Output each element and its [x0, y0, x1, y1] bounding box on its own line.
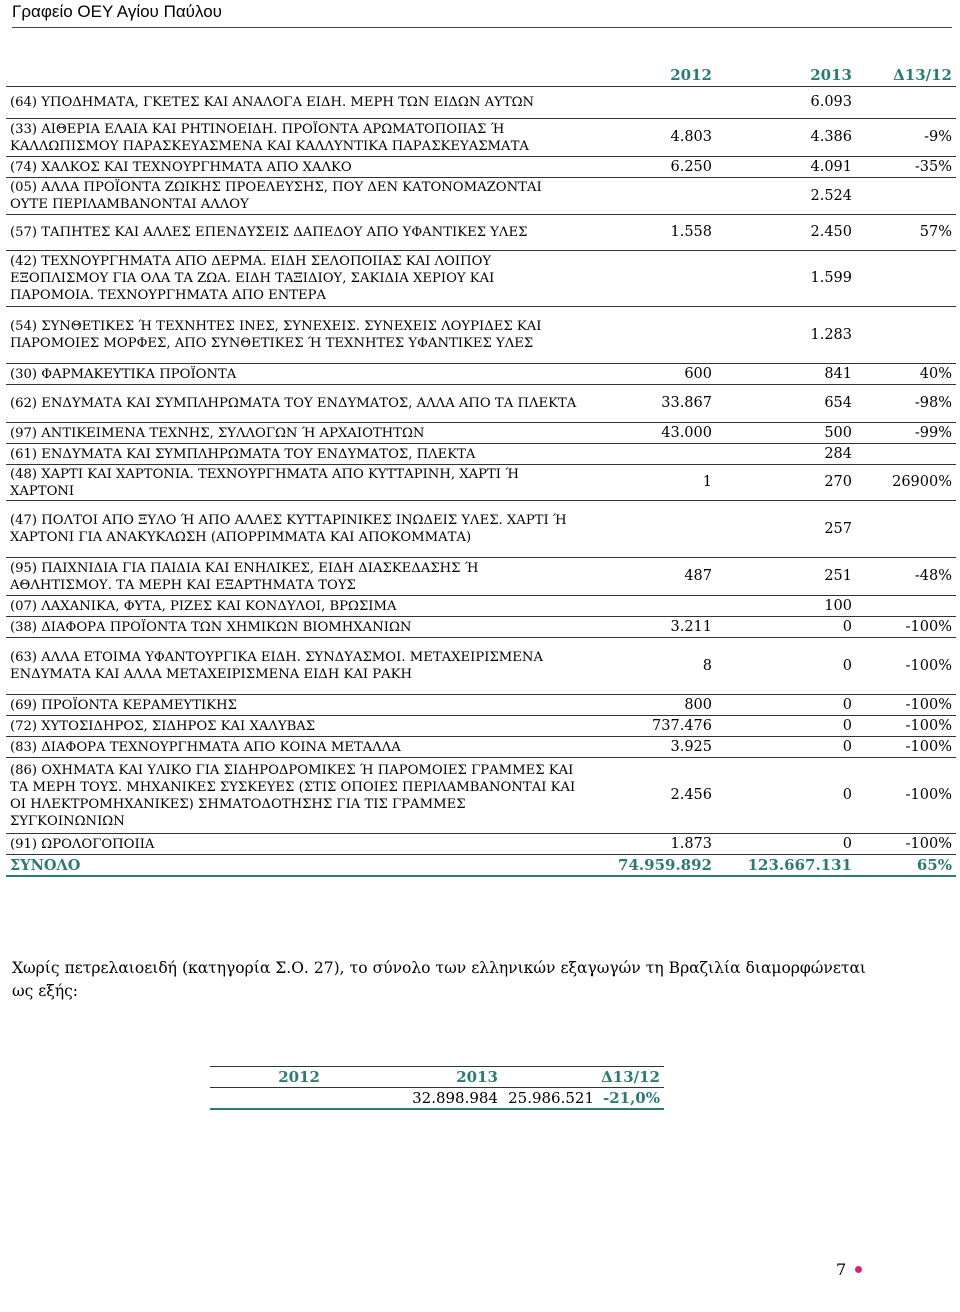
total-row: [6, 855, 956, 877]
table-row: [6, 465, 956, 501]
summary-table: [210, 1066, 664, 1110]
row-value-2013: 4.386: [716, 119, 856, 157]
row-value-2012: 6.250: [586, 157, 716, 178]
row-value-2012: [586, 596, 716, 617]
table-header-delta: Δ13/12: [856, 64, 956, 87]
row-value-delta: [856, 501, 956, 558]
summary-value-2012: 32.898.984: [210, 1088, 502, 1110]
row-label: (47) ΠΟΛΤΟΙ ΑΠΟ ΞΥΛΟ Ή ΑΠΟ ΑΛΛΕΣ ΚΥΤΤΑΡΙΝΙΚΕΣ ΙΝΩΔΕΙΣ ΥΛΕΣ. ΧΑΡΤΙ Ή ΧΑΡΤΟΝΙ ΓΙΑ ΑΝΑΚΥΚΛΩΣΗ (ΑΠΟΡΡΙΜΜΑΤΑ ΚΑΙ ΑΠΟΚΟΜΜΑΤΑ): [6, 501, 586, 558]
row-value-delta: [856, 251, 956, 307]
table-row: [6, 251, 956, 307]
row-label: (72) ΧΥΤΟΣΙΔΗΡΟΣ, ΣΙΔΗΡΟΣ ΚΑΙ ΧΑΛΥΒΑΣ: [6, 716, 586, 737]
row-value-2013: 0: [716, 617, 856, 638]
row-value-2012: [586, 251, 716, 307]
table-row: [6, 423, 956, 444]
row-value-2013: 284: [716, 444, 856, 465]
row-label: (33) ΑΙΘΕΡΙΑ ΕΛΑΙΑ ΚΑΙ ΡΗΤΙΝΟΕΙΔΗ. ΠΡΟΪΟΝΤΑ ΑΡΩΜΑΤΟΠΟΙΙΑΣ Ή ΚΑΛΛΩΠΙΣΜΟΥ ΠΑΡΑΣΚΕΥΑΣΜΕΝΑ ΚΑΙ ΚΑΛΛΥΝΤΙΚΑ ΠΑΡΑΣΚΕΥΑΣΜΑΤΑ: [6, 119, 586, 157]
row-value-delta: -48%: [856, 558, 956, 596]
row-value-delta: -35%: [856, 157, 956, 178]
row-label: (91) ΩΡΟΛΟΓΟΠΟΙΙΑ: [6, 834, 586, 855]
row-label: (95) ΠΑΙΧΝΙΔΙΑ ΓΙΑ ΠΑΙΔΙΑ ΚΑΙ ΕΝΗΛΙΚΕΣ, ΕΙΔΗ ΔΙΑΣΚΕΔΑΣΗΣ Ή ΑΘΛΗΤΙΣΜΟΥ. ΤΑ ΜΕΡΗ ΚΑΙ ΕΞΑΡΤΗΜΑΤΑ ΤΟΥΣ: [6, 558, 586, 596]
row-label: (54) ΣΥΝΘΕΤΙΚΕΣ Ή ΤΕΧΝΗΤΕΣ ΙΝΕΣ, ΣΥΝΕΧΕΙΣ. ΣΥΝΕΧΕΙΣ ΛΟΥΡΙΔΕΣ ΚΑΙ ΠΑΡΟΜΟΙΕΣ ΜΟΡΦΕΣ, ΑΠΟ ΣΥΝΘΕΤΙΚΕΣ Ή ΤΕΧΝΗΤΕΣ ΥΦΑΝΤΙΚΕΣ ΥΛΕΣ: [6, 307, 586, 364]
row-value-2013: 257: [716, 501, 856, 558]
row-label: (61) ΕΝΔΥΜΑΤΑ ΚΑΙ ΣΥΜΠΛΗΡΩΜΑΤΑ ΤΟΥ ΕΝΔΥΜΑΤΟΣ, ΠΛΕΚΤΑ: [6, 444, 586, 465]
table-row: [6, 758, 956, 834]
row-value-delta: 57%: [856, 215, 956, 251]
row-label: (86) ΟΧΗΜΑΤΑ ΚΑΙ ΥΛΙΚΟ ΓΙΑ ΣΙΔΗΡΟΔΡΟΜΙΚΕΣ Ή ΠΑΡΟΜΟΙΕΣ ΓΡΑΜΜΕΣ ΚΑΙ ΤΑ ΜΕΡΗ ΤΟΥΣ. ΜΗΧΑΝΙΚΕΣ ΣΥΣΚΕΥΕΣ (ΣΤΙΣ ΟΠΟΙΕΣ ΠΕΡΙΛΑΜΒΑΝΟΝΤΑΙ ΚΑΙ ΟΙ ΗΛΕΚΤΡΟΜΗΧΑΝΙΚΕΣ) ΣΗΜΑΤΟΔΟΤΗΣΗΣ ΓΙΑ ΤΙΣ ΓΡΑΜΜΕΣ ΣΥΓΚΟΙΝΩΝΙΩΝ: [6, 758, 586, 834]
page-number-dot: [855, 1266, 862, 1273]
row-label: (05) ΑΛΛΑ ΠΡΟΪΟΝΤΑ ΖΩΙΚΗΣ ΠΡΟΕΛΕΥΣΗΣ, ΠΟΥ ΔΕΝ ΚΑΤΟΝΟΜΑΖΟΝΤΑΙ ΟΥΤΕ ΠΕΡΙΛΑΜΒΑΝΟΝΤΑΙ ΑΛΛΟΥ: [6, 178, 586, 215]
table-row: [6, 617, 956, 638]
row-value-2012: 800: [586, 695, 716, 716]
row-value-delta: [856, 444, 956, 465]
row-label: (48) ΧΑΡΤΙ ΚΑΙ ΧΑΡΤΟΝΙΑ. ΤΕΧΝΟΥΡΓΗΜΑΤΑ ΑΠΟ ΚΥΤΤΑΡΙΝΗ, ΧΑΡΤΙ Ή ΧΑΡΤΟΝΙ: [6, 465, 586, 501]
row-value-delta: -100%: [856, 716, 956, 737]
table-row: [6, 501, 956, 558]
row-value-2012: 1.558: [586, 215, 716, 251]
table-row: [6, 215, 956, 251]
row-value-2013: 1.599: [716, 251, 856, 307]
table-row: [6, 364, 956, 385]
row-label: (30) ΦΑΡΜΑΚΕΥΤΙΚΑ ΠΡΟΪΟΝΤΑ: [6, 364, 586, 385]
row-value-2012: 487: [586, 558, 716, 596]
row-value-2013: 654: [716, 385, 856, 423]
row-value-2012: [586, 178, 716, 215]
row-value-2012: 33.867: [586, 385, 716, 423]
row-value-2012: [586, 444, 716, 465]
page-header: [12, 0, 952, 28]
row-value-2013: 1.283: [716, 307, 856, 364]
row-value-2013: 0: [716, 834, 856, 855]
table-row: [6, 716, 956, 737]
row-value-2013: 270: [716, 465, 856, 501]
row-value-2012: 3.211: [586, 617, 716, 638]
row-value-delta: 40%: [856, 364, 956, 385]
row-label: (38) ΔΙΑΦΟΡΑ ΠΡΟΪΟΝΤΑ ΤΩΝ ΧΗΜΙΚΩΝ ΒΙΟΜΗΧΑΝΙΩΝ: [6, 617, 586, 638]
summary-value-2013: 25.986.521: [502, 1088, 598, 1110]
row-value-2013: 0: [716, 716, 856, 737]
row-value-2012: [586, 307, 716, 364]
row-value-delta: -98%: [856, 385, 956, 423]
row-value-2012: 43.000: [586, 423, 716, 444]
row-value-2012: 600: [586, 364, 716, 385]
row-label: (69) ΠΡΟΪΟΝΤΑ ΚΕΡΑΜΕΥΤΙΚΗΣ: [6, 695, 586, 716]
summary-paragraph: Χωρίς πετρελαιοειδή (κατηγορία Σ.Ο. 27), το σύνολο των ελληνικών εξαγωγών τη Βραζιλία διαμορφώνεται ως εξής:: [12, 959, 866, 1000]
row-label: (83) ΔΙΑΦΟΡΑ ΤΕΧΝΟΥΡΓΗΜΑΤΑ ΑΠΟ ΚΟΙΝΑ ΜΕΤΑΛΛΑ: [6, 737, 586, 758]
summary-header-delta: Δ13/12: [502, 1067, 664, 1088]
page-number: 7: [836, 1260, 847, 1279]
row-label: (62) ΕΝΔΥΜΑΤΑ ΚΑΙ ΣΥΜΠΛΗΡΩΜΑΤΑ ΤΟΥ ΕΝΔΥΜΑΤΟΣ, ΑΛΛΑ ΑΠΟ ΤΑ ΠΛΕΚΤΑ: [6, 385, 586, 423]
row-value-2013: 0: [716, 638, 856, 695]
row-value-2013: 500: [716, 423, 856, 444]
row-value-2013: 251: [716, 558, 856, 596]
table-row: [6, 157, 956, 178]
table-header-2012: 2012: [586, 64, 716, 87]
table-row: [6, 834, 956, 855]
row-value-delta: -99%: [856, 423, 956, 444]
row-label: (64) ΥΠΟΔΗΜΑΤΑ, ΓΚΕΤΕΣ ΚΑΙ ΑΝΑΛΟΓΑ ΕΙΔΗ. ΜΕΡΗ ΤΩΝ ΕΙΔΩΝ ΑΥΤΩΝ: [6, 87, 586, 119]
table-row: [6, 385, 956, 423]
row-value-2012: 3.925: [586, 737, 716, 758]
table-row: [6, 307, 956, 364]
row-value-2012: [586, 501, 716, 558]
row-value-2013: 2.524: [716, 178, 856, 215]
summary-header-2012: 2012: [210, 1067, 324, 1088]
row-value-delta: -9%: [856, 119, 956, 157]
row-value-2012: 1: [586, 465, 716, 501]
row-value-2012: 737.476: [586, 716, 716, 737]
row-label: (97) ΑΝΤΙΚΕΙΜΕΝΑ ΤΕΧΝΗΣ, ΣΥΛΛΟΓΩΝ Ή ΑΡΧΑΙΟΤΗΤΩΝ: [6, 423, 586, 444]
row-value-2013: 4.091: [716, 157, 856, 178]
row-value-delta: 26900%: [856, 465, 956, 501]
row-value-2013: 100: [716, 596, 856, 617]
row-value-2012: 2.456: [586, 758, 716, 834]
row-value-delta: -100%: [856, 758, 956, 834]
row-value-2013: 0: [716, 695, 856, 716]
header-title: Γραφείο ΟΕΥ Αγίου Παύλου: [12, 2, 222, 21]
row-value-2013: 841: [716, 364, 856, 385]
row-label: (74) ΧΑΛΚΟΣ ΚΑΙ ΤΕΧΝΟΥΡΓΗΜΑΤΑ ΑΠΟ ΧΑΛΚΟ: [6, 157, 586, 178]
exports-table: [6, 64, 956, 877]
row-value-delta: [856, 307, 956, 364]
summary-value-delta: -21,0%: [598, 1088, 664, 1110]
total-value-delta: 65%: [856, 855, 956, 877]
table-row: [6, 695, 956, 716]
row-value-delta: -100%: [856, 737, 956, 758]
row-label: (57) ΤΑΠΗΤΕΣ ΚΑΙ ΑΛΛΕΣ ΕΠΕΝΔΥΣΕΙΣ ΔΑΠΕΔΟΥ ΑΠΟ ΥΦΑΝΤΙΚΕΣ ΥΛΕΣ: [6, 215, 586, 251]
total-value-2012: 74.959.892: [586, 855, 716, 877]
table-row: [6, 638, 956, 695]
row-value-delta: -100%: [856, 834, 956, 855]
row-label: (63) ΑΛΛΑ ΕΤΟΙΜΑ ΥΦΑΝΤΟΥΡΓΙΚΑ ΕΙΔΗ. ΣΥΝΔΥΑΣΜΟΙ. ΜΕΤΑΧΕΙΡΙΣΜΕΝΑ ΕΝΔΥΜΑΤΑ ΚΑΙ ΑΛΛΑ ΜΕΤΑΧΕΙΡΙΣΜΕΝΑ ΕΙΔΗ ΚΑΙ ΡΑΚΗ: [6, 638, 586, 695]
summary-header-row: [210, 1067, 664, 1088]
table-row: [6, 87, 956, 119]
row-value-delta: -100%: [856, 695, 956, 716]
row-value-2012: 8: [586, 638, 716, 695]
summary-values-row: [210, 1088, 664, 1110]
table-row: [6, 558, 956, 596]
table-row: [6, 737, 956, 758]
row-value-delta: -100%: [856, 617, 956, 638]
total-label: ΣΥΝΟΛΟ: [6, 855, 586, 877]
row-value-2012: [586, 87, 716, 119]
row-value-delta: -100%: [856, 638, 956, 695]
table-header-row: [6, 64, 956, 87]
table-row: [6, 596, 956, 617]
row-value-delta: [856, 596, 956, 617]
row-value-2012: 4.803: [586, 119, 716, 157]
row-label: (07) ΛΑΧΑΝΙΚΑ, ΦΥΤΑ, ΡΙΖΕΣ ΚΑΙ ΚΟΝΔΥΛΟΙ, ΒΡΩΣΙΜΑ: [6, 596, 586, 617]
row-value-delta: [856, 178, 956, 215]
table-header-label: [6, 64, 586, 87]
summary-header-2013: 2013: [324, 1067, 502, 1088]
row-value-2013: 0: [716, 737, 856, 758]
table-header-2013: 2013: [716, 64, 856, 87]
row-value-delta: [856, 87, 956, 119]
row-label: (42) ΤΕΧΝΟΥΡΓΗΜΑΤΑ ΑΠΟ ΔΕΡΜΑ. ΕΙΔΗ ΣΕΛΟΠΟΙΙΑΣ ΚΑΙ ΛΟΙΠΟΥ ΕΞΟΠΛΙΣΜΟΥ ΓΙΑ ΟΛΑ ΤΑ ΖΩΑ. ΕΙΔΗ ΤΑΞΙΔΙΟΥ, ΣΑΚΙΔΙΑ ΧΕΡΙΟΥ ΚΑΙ ΠΑΡΟΜΟΙΑ. ΤΕΧΝΟΥΡΓΗΜΑΤΑ ΑΠΟ ΕΝΤΕΡΑ: [6, 251, 586, 307]
row-value-2013: 2.450: [716, 215, 856, 251]
table-row: [6, 444, 956, 465]
total-value-2013: 123.667.131: [716, 855, 856, 877]
table-row: [6, 119, 956, 157]
row-value-2013: 6.093: [716, 87, 856, 119]
table-row: [6, 178, 956, 215]
row-value-2013: 0: [716, 758, 856, 834]
row-value-2012: 1.873: [586, 834, 716, 855]
header-divider: [12, 27, 952, 28]
